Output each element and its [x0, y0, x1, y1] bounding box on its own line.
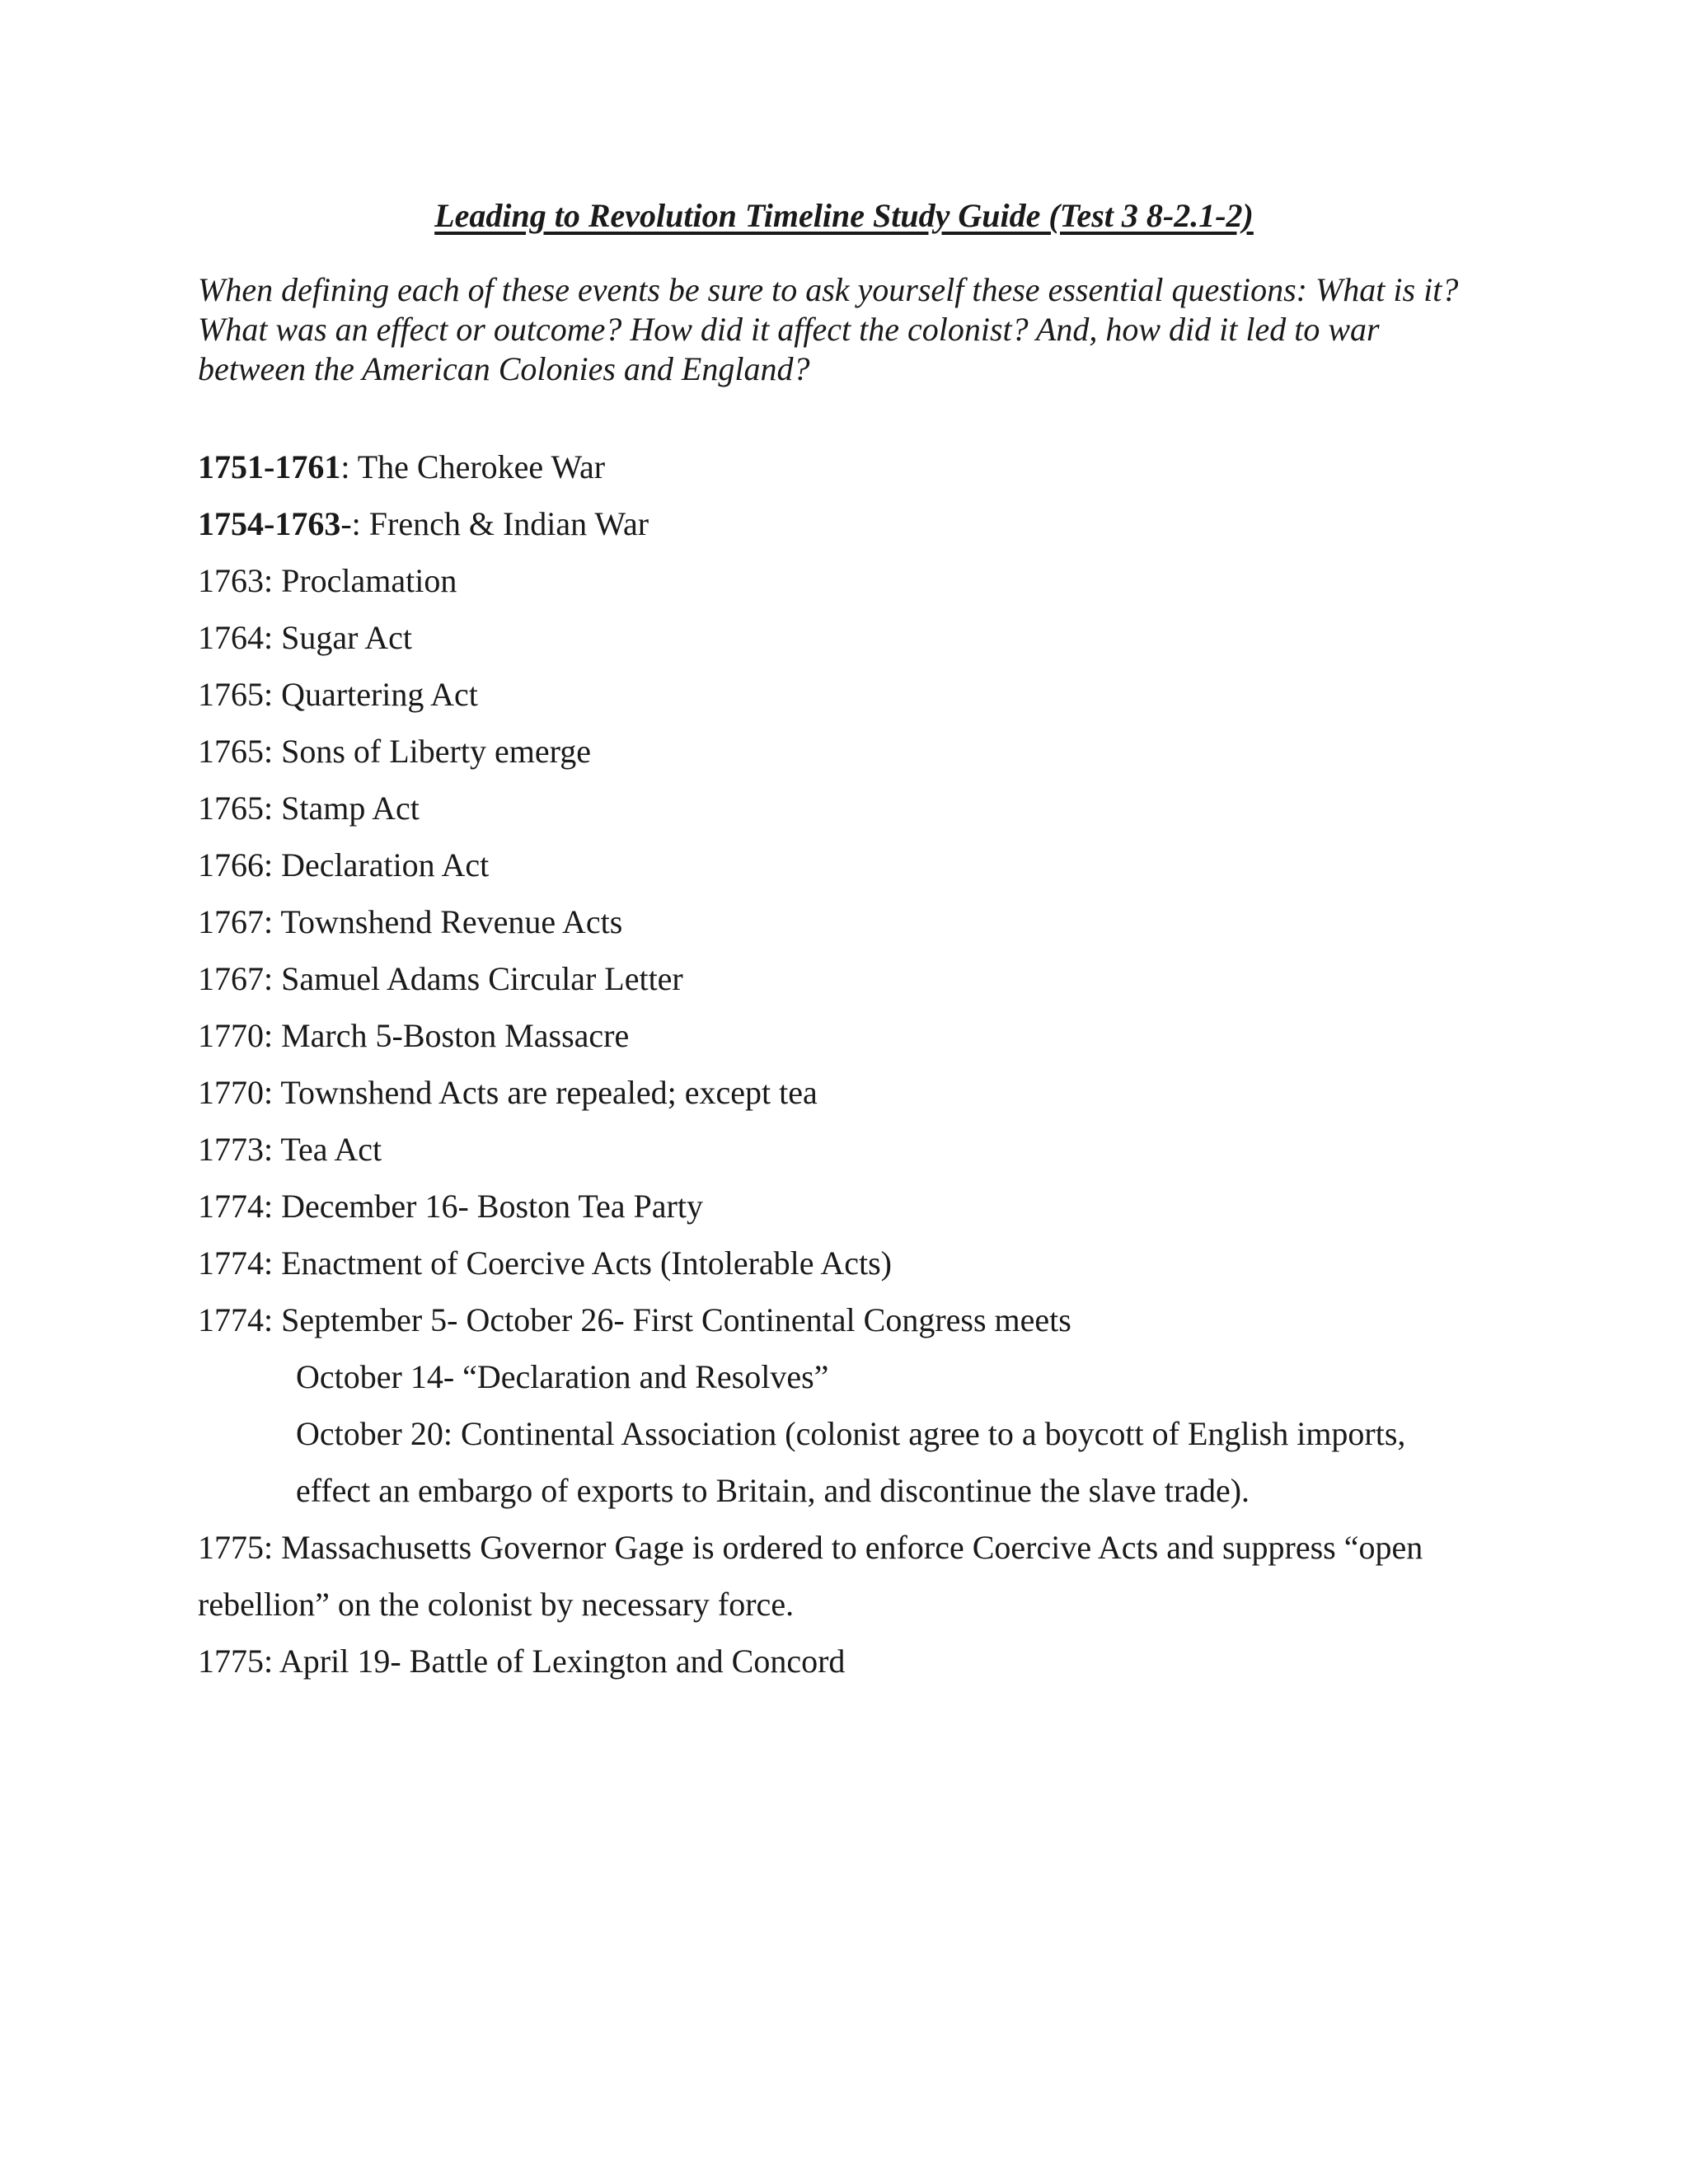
timeline-entry	[198, 1519, 1517, 1576]
entry-year: 1765	[198, 733, 264, 770]
timeline-entry-continuation	[198, 1576, 1517, 1633]
entry-year: 1774	[198, 1244, 264, 1282]
timeline-entry	[198, 893, 1517, 950]
timeline-entry	[198, 1064, 1517, 1121]
document-title: Leading to Revolution Timeline Study Guide (Test 3 8-2.1-2)	[434, 197, 1254, 234]
timeline-entry	[198, 780, 1517, 837]
entry-text: : Townshend Acts are repealed; except tea	[264, 1074, 818, 1111]
entry-year: 1767	[198, 903, 264, 940]
entry-year: 1774	[198, 1188, 264, 1225]
timeline-entry	[198, 723, 1517, 780]
entry-text: : Samuel Adams Circular Letter	[264, 960, 683, 997]
entry-year: 1773	[198, 1131, 264, 1168]
entry-text: : Tea Act	[264, 1131, 382, 1168]
entry-year: 1763	[198, 562, 264, 599]
entry-text: : April 19- Battle of Lexington and Concord	[264, 1643, 846, 1680]
timeline-entry	[198, 1235, 1517, 1291]
entry-year: 1767	[198, 960, 264, 997]
entry-text: : September 5- October 26- First Continental Congress meets	[264, 1301, 1071, 1338]
entry-text: : The Cherokee War	[340, 448, 606, 485]
timeline-entry	[198, 609, 1517, 666]
entry-text: : Proclamation	[264, 562, 457, 599]
timeline-entry	[198, 837, 1517, 893]
intro-paragraph	[198, 270, 1500, 389]
entry-text: effect an embargo of exports to Britain, and discontinue the slave trade).	[296, 1472, 1250, 1509]
entry-text: : Enactment of Coercive Acts (Intolerable Acts)	[264, 1244, 892, 1282]
timeline-subentry	[198, 1405, 1517, 1462]
timeline-list	[198, 438, 1517, 1690]
entry-text: : Townshend Revenue Acts	[264, 903, 623, 940]
timeline-subentry	[198, 1462, 1517, 1519]
entry-text: : Stamp Act	[264, 790, 420, 827]
entry-text: : March 5-Boston Massacre	[264, 1017, 630, 1054]
entry-text: : Sugar Act	[264, 619, 412, 656]
entry-text: : Declaration Act	[264, 846, 490, 883]
timeline-entry	[198, 552, 1517, 609]
timeline-entry	[198, 1121, 1517, 1178]
entry-year: 1765	[198, 790, 264, 827]
timeline-entry	[198, 438, 1517, 495]
entry-year: 1766	[198, 846, 264, 883]
timeline-entry	[198, 495, 1517, 552]
entry-year: 1764	[198, 619, 264, 656]
entry-year: 1765	[198, 676, 264, 713]
entry-text: October 14- “Declaration and Resolves”	[296, 1358, 829, 1395]
entry-year: 1775	[198, 1529, 264, 1566]
entry-text: : Sons of Liberty emerge	[264, 733, 591, 770]
entry-text: -: French & Indian War	[340, 505, 649, 542]
intro-line: between the American Colonies and England?	[198, 350, 810, 387]
entry-year: 1770	[198, 1074, 264, 1111]
entry-text: : December 16- Boston Tea Party	[264, 1188, 703, 1225]
entry-text: October 20: Continental Association (colonist agree to a boycott of English imports,	[296, 1415, 1406, 1452]
entry-year: 1754-1763	[198, 505, 341, 542]
entry-text: rebellion” on the colonist by necessary force.	[198, 1586, 795, 1623]
timeline-entry	[198, 1633, 1517, 1690]
entry-year: 1775	[198, 1643, 264, 1680]
timeline-entry	[198, 1291, 1517, 1348]
intro-line: What was an effect or outcome? How did it affect the colonist? And, how did it led to war	[198, 311, 1380, 348]
intro-line: When defining each of these events be sure to ask yourself these essential questions: What is it?	[198, 271, 1459, 308]
timeline-entry	[198, 950, 1517, 1007]
entry-year: 1774	[198, 1301, 264, 1338]
entry-text: : Quartering Act	[264, 676, 478, 713]
entry-year: 1770	[198, 1017, 264, 1054]
timeline-subentry	[198, 1348, 1517, 1405]
entry-year: 1751-1761	[198, 448, 341, 485]
entry-text: : Massachusetts Governor Gage is ordered to enforce Coercive Acts and suppress “open	[264, 1529, 1423, 1566]
timeline-entry	[198, 1178, 1517, 1235]
timeline-entry	[198, 666, 1517, 723]
timeline-entry	[198, 1007, 1517, 1064]
